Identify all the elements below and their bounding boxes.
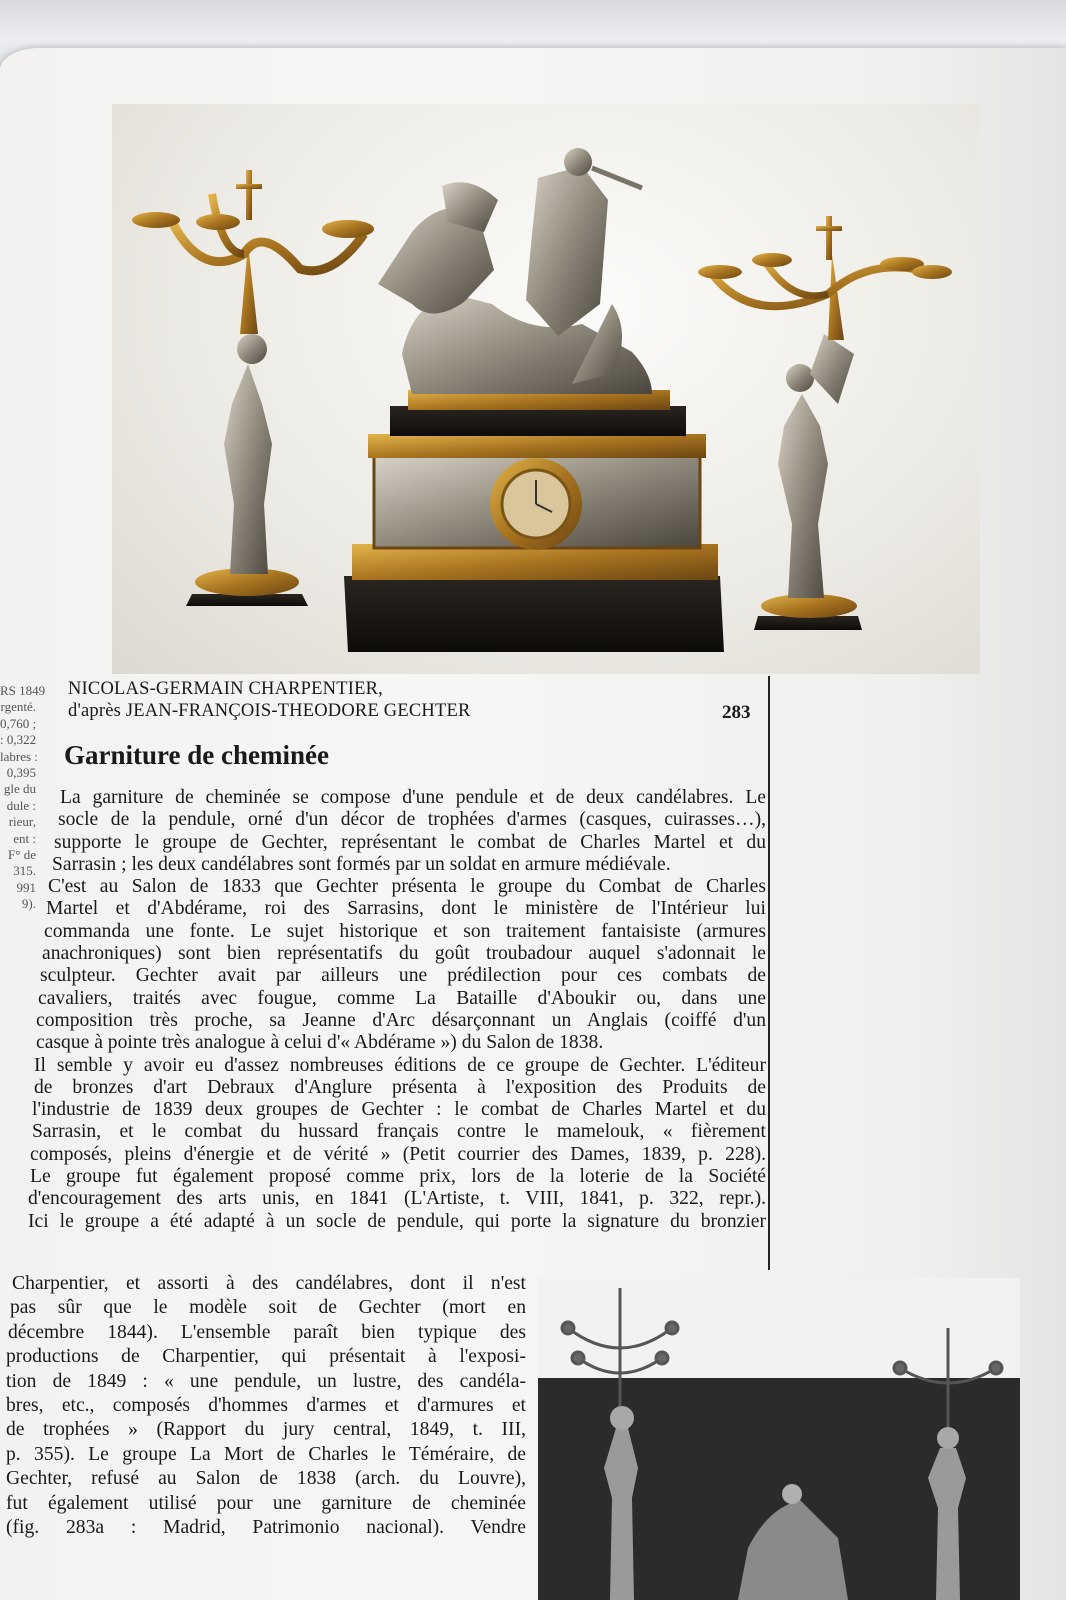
- garniture-photograph: [112, 104, 980, 674]
- text-line: Le groupe fut également proposé comme prix, lors de la loterie de la Société: [30, 1166, 766, 1188]
- margin-note-line: labres :: [0, 748, 38, 764]
- margin-note-line: 0,395: [6, 765, 36, 781]
- catalogue-number: 283: [722, 702, 751, 723]
- text-line: casque à pointe très analogue à celui d'« Abdérame ») du Salon de 1838.: [36, 1032, 604, 1054]
- left-candelabrum: [132, 170, 374, 606]
- margin-note-line: 315.: [13, 863, 36, 879]
- author-line-2: d'après JEAN-FRANÇOIS-THEODORE GECHTER: [68, 701, 471, 721]
- text-line: socle de la pendule, orné d'un décor de trophées d'armes (casques, cuirasses…),: [58, 809, 766, 831]
- text-line: Charpentier, et assorti à des candélabres, dont il n'est: [12, 1273, 526, 1294]
- margin-note-line: 0,760 ;: [0, 715, 37, 731]
- text-line: de trophées » (Rapport du jury central, 1849, t. III,: [6, 1419, 526, 1441]
- margin-note-line: gle du: [3, 781, 36, 797]
- author-heading: [68, 678, 768, 722]
- text-line: productions de Charpentier, qui présentait à l'exposi-: [6, 1346, 526, 1368]
- author-line-1: NICOLAS-GERMAIN CHARPENTIER,: [68, 679, 383, 699]
- text-line: Ici le groupe a été adapté à un socle de pendule, qui porte la signature du bronzier: [28, 1210, 766, 1232]
- text-line: l'industrie de 1839 deux groupes de Gechter : le combat de Charles Martel et du: [32, 1099, 766, 1121]
- bw-garniture-illustration: [538, 1278, 1020, 1600]
- margin-note-line: 991: [16, 879, 36, 895]
- margin-note-line: F° de: [8, 847, 36, 863]
- entry-title: Garniture de cheminée: [64, 740, 329, 770]
- margin-note-line: ent :: [13, 830, 36, 846]
- right-candelabrum: [698, 216, 952, 630]
- text-line: Martel et d'Abdérame, roi des Sarrasins, dont le ministère de l'Intérieur lui: [46, 898, 766, 920]
- margin-note-line: RS 1849: [0, 683, 46, 698]
- text-line: anachroniques) sont bien représentatifs du goût troubadour auquel s'adonnait le: [42, 943, 766, 965]
- garniture-illustration: [112, 104, 980, 674]
- margin-note-line: dule :: [6, 797, 36, 813]
- text-line: supporte le groupe de Gechter, représentant le combat de Charles Martel et du: [54, 831, 766, 853]
- margin-note-line: : 0,322: [0, 732, 37, 748]
- margin-note-line: 9).: [21, 896, 36, 912]
- text-line: Sarrasin ; les deux candélabres sont formés par un soldat en armure médiévale.: [52, 853, 671, 875]
- text-line: sculpteur. Gechter avait par ailleurs une prédilection pour ces combats de: [40, 965, 766, 987]
- text-line: composition très proche, sa Jeanne d'Arc désarçonnant un Anglais (coiffé d'un: [36, 1009, 766, 1031]
- text-line: Sarrasin, et le combat du hussard français contre le mamelouk, « fièrement: [32, 1121, 766, 1143]
- text-line: (fig. 283a : Madrid, Patrimonio nacional). Vendre: [6, 1517, 526, 1539]
- central-clock: [344, 148, 724, 652]
- figure-283a-photograph: [538, 1278, 1020, 1600]
- entry-body: [28, 787, 766, 1233]
- text-line: pas sûr que le modèle soit de Gechter (mort en: [10, 1297, 526, 1319]
- text-line: tion de 1849 : « une pendule, un lustre, des candéla-: [6, 1370, 526, 1392]
- text-line: La garniture de cheminée se compose d'une pendule et de deux candélabres. Le: [60, 787, 766, 808]
- text-line: fut également utilisé pour une garniture de cheminée: [6, 1492, 526, 1514]
- text-line: C'est au Salon de 1833 que Gechter présenta le groupe du Combat de Charles: [48, 876, 766, 898]
- text-line: bres, etc., composés d'hommes d'armes et d'armures et: [6, 1395, 526, 1417]
- text-line: décembre 1844). L'ensemble paraît bien typique des: [8, 1321, 526, 1343]
- entry-body-continued: [6, 1272, 526, 1540]
- text-line: Il semble y avoir eu d'assez nombreuses éditions de ce groupe de Gechter. L'éditeur: [34, 1054, 766, 1076]
- column-rule: [768, 676, 770, 1270]
- text-line: commanda une fonte. Le sujet historique et son traitement fantaisiste (armures: [44, 920, 766, 942]
- text-line: Gechter, refusé au Salon de 1838 (arch. du Louvre),: [6, 1468, 526, 1490]
- margin-note-line: rgenté.: [0, 699, 36, 715]
- text-line: cavaliers, traités avec fougue, comme La Bataille d'Aboukir ou, dans une: [38, 987, 766, 1009]
- text-line: composés, pleins d'énergie et de vérité » (Petit courrier des Dames, 1839, p. 228).: [30, 1143, 766, 1165]
- text-line: de bronzes d'art Debraux d'Anglure présenta à l'exposition des Produits de: [34, 1076, 766, 1098]
- text-line: d'encouragement des arts unis, en 1841 (L'Artiste, t. VIII, 1841, p. 322, repr.).: [28, 1188, 766, 1210]
- text-line: p. 355). Le groupe La Mort de Charles le Téméraire, de: [6, 1443, 526, 1465]
- margin-note-line: rieur,: [8, 814, 36, 830]
